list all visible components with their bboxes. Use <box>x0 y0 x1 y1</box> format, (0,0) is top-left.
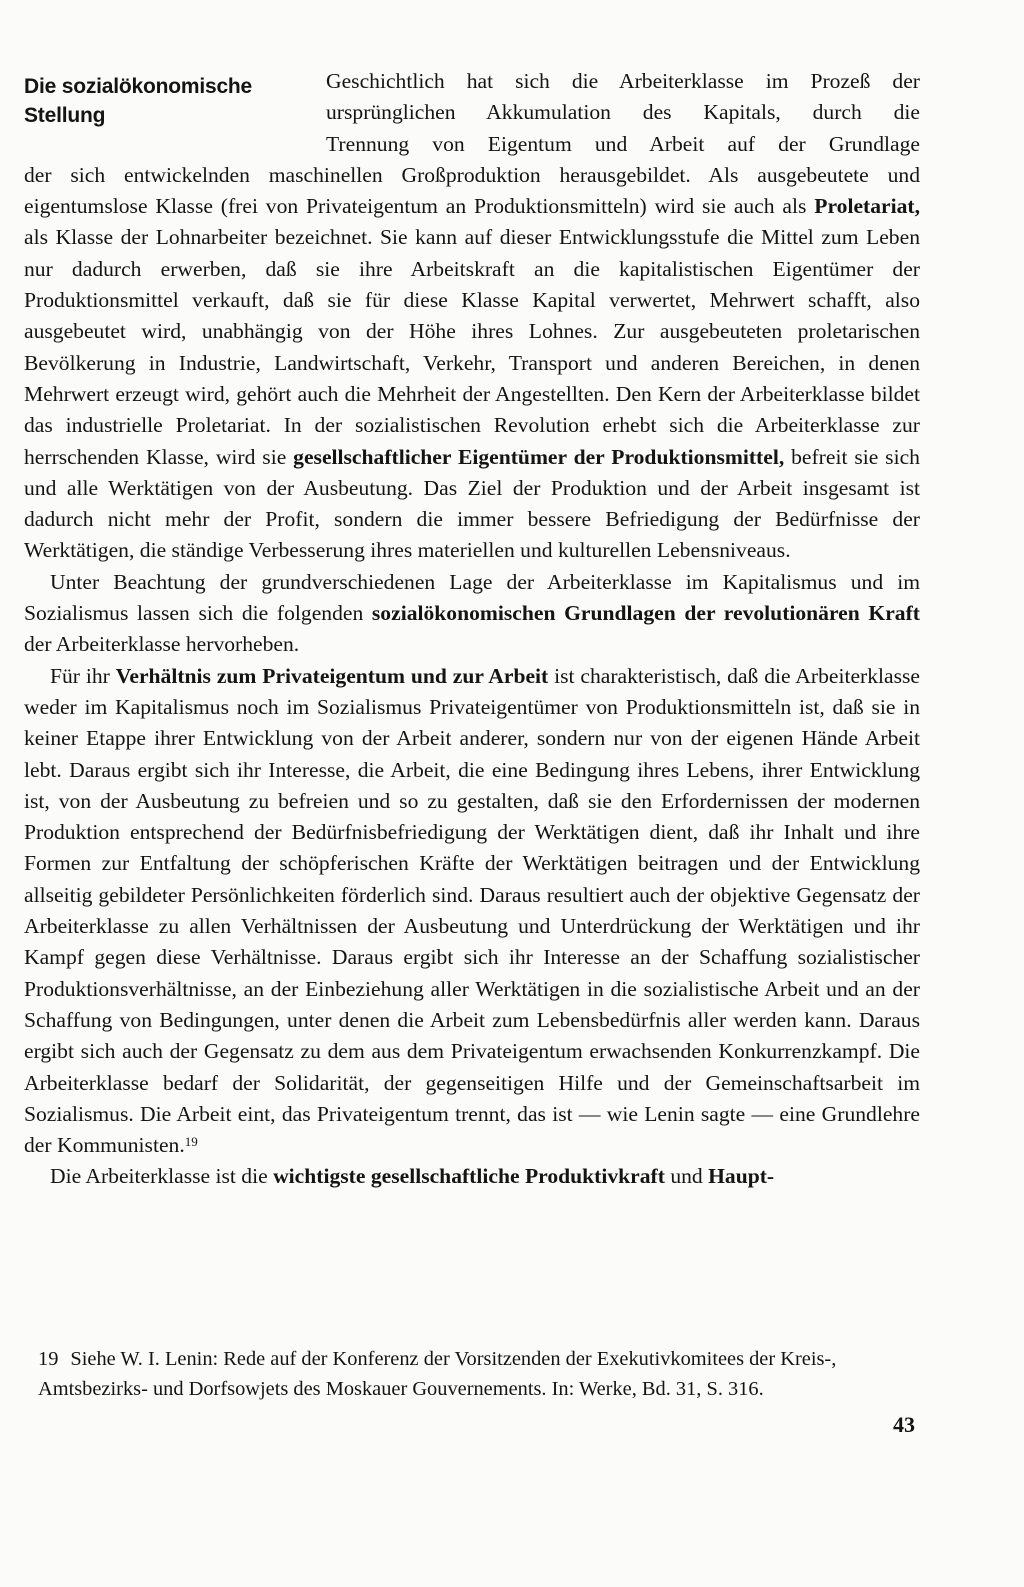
paragraph-1-text-b: als Klasse der Lohnarbeiter bezeichnet. Sie kann auf dieser Entwicklungsstufe die Mittel zum Leben nur dadurch erwerben, daß sie ihre Arbeitskraft an die kapitalistischen Eigentümer der Produktionsmittel verkauft, daß sie für diese Klasse Kapital verwertet, Mehrwert schafft, also ausgebeutet wird, unabhängig von der Höhe ihres Lohnes. Zur ausgebeuteten proletarischen Bevölkerung in Industrie, Landwirtschaft, Verkehr, Transport und anderen Bereichen, in denen Mehrwert erzeugt wird, gehört auch die Mehrheit der Angestellten. Den Kern der Arbeiterklasse bildet das industrielle Proletariat. In der sozialistischen Revolution erhebt sich die Arbeiterklasse zur herrschenden Klasse, wird sie <box>24 225 920 469</box>
footnote-text: Siehe W. I. Lenin: Rede auf der Konferenz der Vorsitzenden der Exekutivkomitees der Kreis-, Amtsbezirks- und Dorfsowjets des Moskauer Gouvernements. In: Werke, Bd. 31, S. 316. <box>38 1348 837 1400</box>
page-content <box>24 66 920 1193</box>
term-verhaeltnis: Verhältnis zum Privateigentum und zur Arbeit <box>115 663 549 688</box>
paragraph-1-text-c: befreit sie sich und alle Werktätigen von der Ausbeutung. Das Ziel der Produktion und der Arbeit insgesamt ist dadurch nicht mehr der Profit, sondern die immer bessere Befriedigung der Bedürfnisse der Werktätigen, die ständige Verbesserung ihres materiellen und kulturellen Lebensniveaus. <box>24 444 920 563</box>
paragraph-1-text-a: der sich entwickelnden maschinellen Großproduktion herausgebildet. Als ausgebeutete und eigentumslose Klasse (frei von Privateigentum an Produktionsmitteln) wird sie auch als <box>24 162 920 219</box>
footnote <box>38 1344 924 1404</box>
section-heading-line-2: Stellung <box>24 104 106 127</box>
term-eigentuemer: gesellschaftlicher Eigentümer der Produktionsmittel, <box>293 444 785 469</box>
opening-line-3: Trennung von Eigentum und Arbeit auf der Grundlage <box>326 131 920 156</box>
section-heading-line-1: Die sozialökonomische <box>24 75 253 98</box>
paragraph-3-text-b: ist charakteristisch, daß die Arbeiterklasse weder im Kapitalismus noch im Sozialismus Privateigentümer von Produktionsmitteln ist, daß sie in keiner Etappe ihrer Entwicklung von der Arbeit anderer, sondern nur von der eigenen Hände Arbeit lebt. Daraus ergibt sich ihr Interesse, die Arbeit, die eine Bedingung ihres Lebens, ihrer Entwicklung ist, von der Ausbeutung zu befreien und so zu gestalten, daß sie den Erfordernissen der modernen Produktion entsprechend der Bedürfnisbefriedigung der Werktätigen dient, daß ihr Inhalt und ihre Formen zur Entfaltung der schöpferischen Kräfte der Werktätigen beitragen und der Entwicklung allseitig gebildeter Persönlichkeiten förderlich sind. Daraus resultiert auch der objektive Gegensatz der Arbeiterklasse zu allen Verhältnissen der Ausbeutung und Unterdrückung der Werktätigen und ihr Kampf gegen diese Verhältnisse. Daraus ergibt sich ihr Interesse an der Schaffung sozialistischer Produktionsverhältnisse, an der Einbeziehung aller Werktätigen in die sozialistische Arbeit und an der Schaffung von Bedingungen, unter denen die Arbeit zum Lebensbedürfnis aller werden kann. Daraus ergibt sich auch der Gegensatz zu dem aus dem Privateigentum erwachsenden Konkurrenzkampf. Die Arbeiterklasse bedarf der Solidarität, der gegenseitigen Hilfe und der Gemeinschaftsarbeit im Sozialismus. Die Arbeit eint, das Privateigentum trennt, das ist — wie Lenin sagte — eine Grundlehre der Kommunisten. <box>24 663 921 1158</box>
footnote-number: 19 <box>38 1348 59 1370</box>
term-produktivkraft: wichtigste gesellschaftliche Produktivkraft <box>273 1164 665 1189</box>
paragraph-3 <box>24 661 920 1162</box>
paragraph-3-text-a: Für ihr <box>50 663 116 688</box>
opening-line-2: ursprünglichen Akkumulation des Kapitals, durch die <box>326 100 920 125</box>
body-text <box>24 66 920 1193</box>
paragraph-2 <box>24 567 920 661</box>
paragraph-4 <box>24 1161 920 1192</box>
paragraph-4-text-a: Die Arbeiterklasse ist die <box>50 1164 274 1189</box>
paragraph-2-text-a: Unter Beachtung der grundverschiedenen Lage der Arbeiterklasse im Kapitalismus und im Sozialismus lassen sich die folgenden <box>24 569 920 626</box>
paragraph-2-text-b: der Arbeiterklasse hervorheben. <box>24 632 300 657</box>
opening-line-1: Geschichtlich hat sich die Arbeiterklasse im Prozeß der <box>326 69 920 93</box>
term-haupt: Haupt- <box>708 1164 775 1189</box>
term-grundlagen: sozialökonomischen Grundlagen der revolutionären Kraft <box>371 601 920 626</box>
term-proletariat: Proletariat, <box>814 194 920 219</box>
paragraph-4-text-b: und <box>664 1164 709 1189</box>
footnote-reference[interactable]: 19 <box>184 1134 198 1150</box>
page-number: 43 <box>893 1412 915 1437</box>
section-heading <box>24 72 294 130</box>
paragraph-1 <box>24 160 920 567</box>
